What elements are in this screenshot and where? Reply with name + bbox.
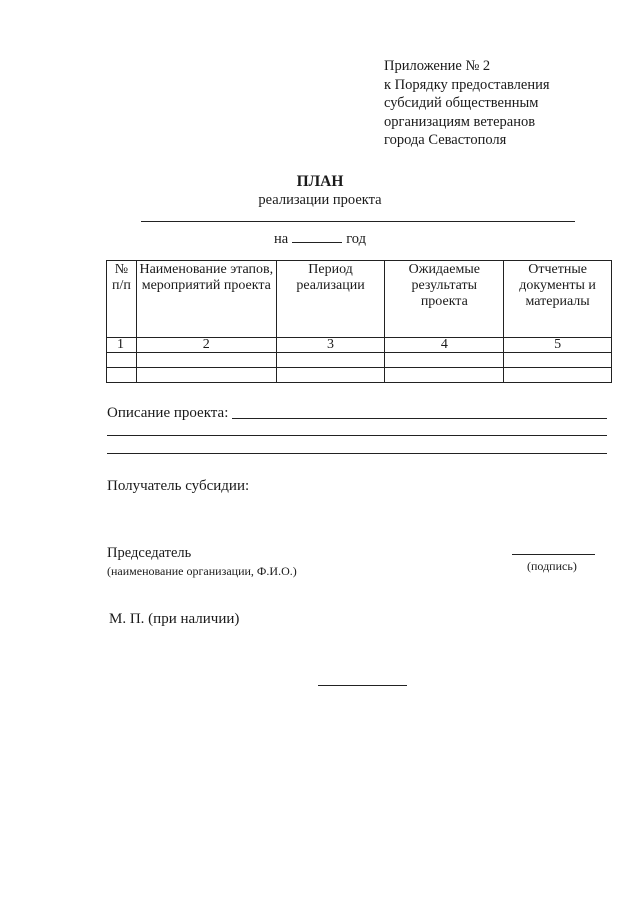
table-cell: 2 [136,338,276,353]
description-label: Описание проекта: [107,405,229,421]
table-header-row [107,261,612,338]
table-row [107,353,612,368]
header-cell-results: Ожидаемые результаты проекта [385,261,504,338]
organization-hint: (наименование организации, Ф.И.О.) [107,564,297,578]
table-cell[interactable] [107,368,137,383]
header-cell-period: Период реализации [276,261,385,338]
table-cell[interactable] [136,353,276,368]
year-blank [292,228,342,243]
year-prefix: на [274,231,289,247]
table-cell[interactable] [504,353,612,368]
signature-hint: (подпись) [527,559,577,573]
table-number-row [107,338,612,353]
signature-line[interactable] [512,554,595,555]
year-suffix: год [346,231,366,247]
table-cell: 3 [276,338,385,353]
appendix-line: к Порядку предоставления [384,76,550,93]
appendix-line: города Севастополя [384,132,507,148]
table-cell[interactable] [504,368,612,383]
document-subtitle: реализации проекта [258,192,382,208]
table-cell[interactable] [385,368,504,383]
table-cell[interactable] [107,353,137,368]
table-cell: 1 [107,338,137,353]
stamp-label: М. П. (при наличии) [109,611,240,627]
table-cell: 4 [385,338,504,353]
table-cell[interactable] [276,353,385,368]
table-cell[interactable] [385,353,504,368]
appendix-note [384,57,550,150]
recipient-label: Получатель субсидии: [107,478,250,494]
document-title: ПЛАН [296,173,344,190]
table-cell[interactable] [136,368,276,383]
header-cell-number: № п/п [107,261,137,338]
table-row [107,368,612,383]
header-cell-documents: Отчетные документы и материалы [504,261,612,338]
year-row [0,228,640,248]
chairman-label: Председатель [107,545,192,561]
appendix-line: Приложение № 2 [384,58,491,74]
description-line[interactable] [107,453,607,454]
appendix-line: субсидий общественным [384,95,539,111]
description-line[interactable] [107,435,607,436]
bottom-separator [318,685,407,686]
appendix-line: организациям ветеранов [384,113,536,130]
description-line[interactable] [232,418,607,419]
header-cell-stages: Наименование этапов, мероприятий проекта [136,261,276,338]
table-cell: 5 [504,338,612,353]
project-name-line [141,221,575,222]
table-cell[interactable] [276,368,385,383]
plan-table [106,260,612,383]
